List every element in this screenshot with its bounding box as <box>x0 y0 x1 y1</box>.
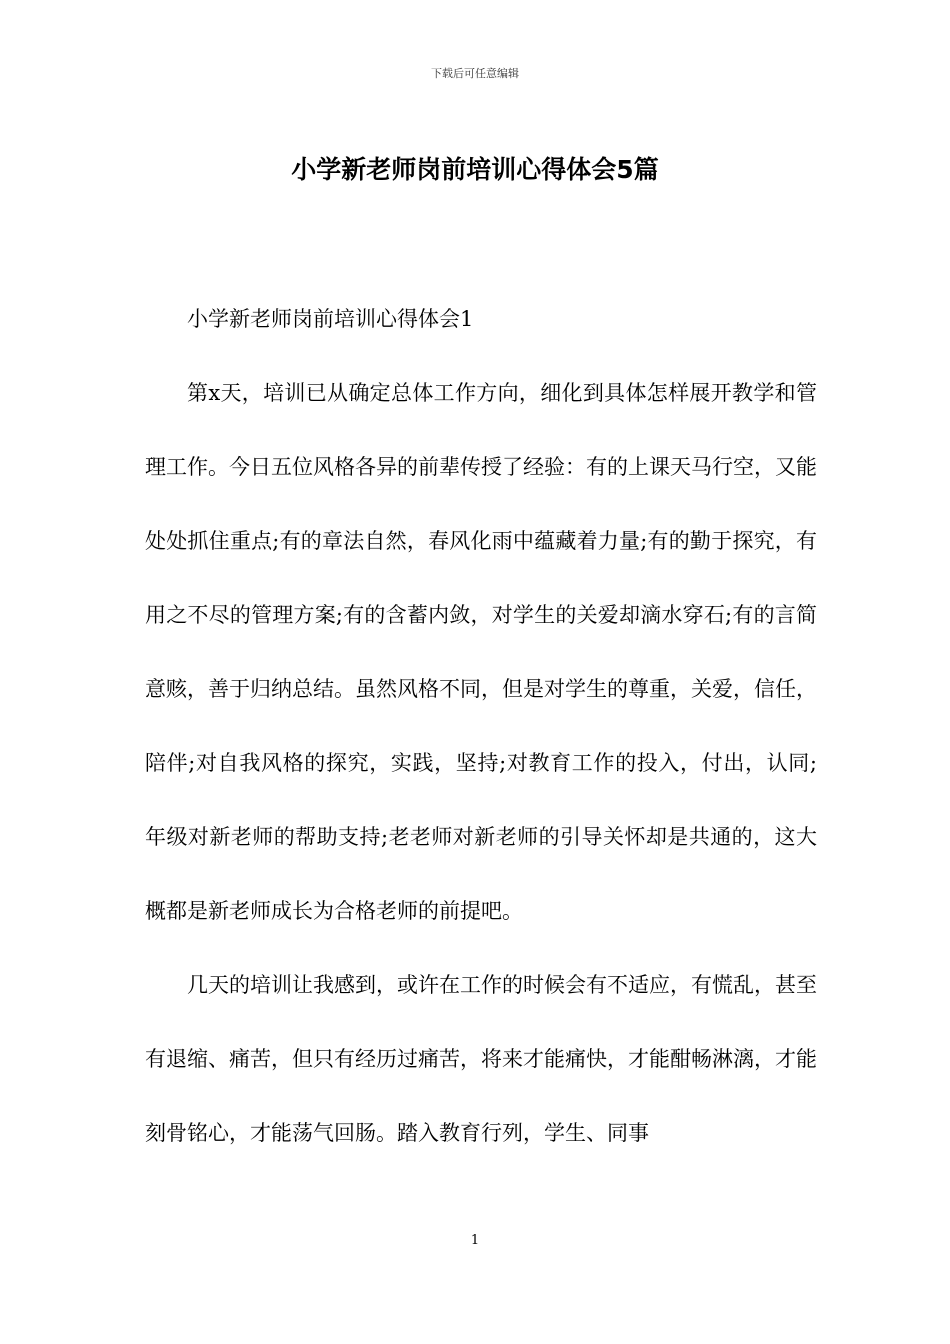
document-body <box>145 282 817 1170</box>
document-title: 小学新老师岗前培训心得体会5篇 <box>291 155 659 184</box>
header-note: 下载后可任意编辑 <box>431 67 519 80</box>
section-heading: 小学新老师岗前培训心得体会1 <box>187 307 474 331</box>
paragraph: 第x天，培训已从确定总体工作方向，细化到具体怎样展开教学和管理工作。今日五位风格各异的前辈传授了经验：有的上课天马行空，又能处处抓住重点;有的章法自然，春风化雨中蕴藏着力量;有的勤于探究，有用之不尽的管理方案;有的含蓄内敛，对学生的关爱却滴水穿石;有的言简意赅，善于归纳总结。虽然风格不同，但是对学生的尊重，关爱，信任，陪伴;对自我风格的探究，实践，坚持;对教育工作的投入，付出，认同;年级对新老师的帮助支持;老老师对新老师的引导关怀却是共通的，这大概都是新老师成长为合格老师的前提吧。 <box>145 381 817 923</box>
paragraph: 几天的培训让我感到，或许在工作的时候会有不适应，有慌乱，甚至有退缩、痛苦，但只有经历过痛苦，将来才能痛快，才能酣畅淋漓，才能刻骨铭心，才能荡气回肠。踏入教育行列，学生、同事 <box>145 973 817 1145</box>
page-number: 1 <box>470 1233 480 1248</box>
